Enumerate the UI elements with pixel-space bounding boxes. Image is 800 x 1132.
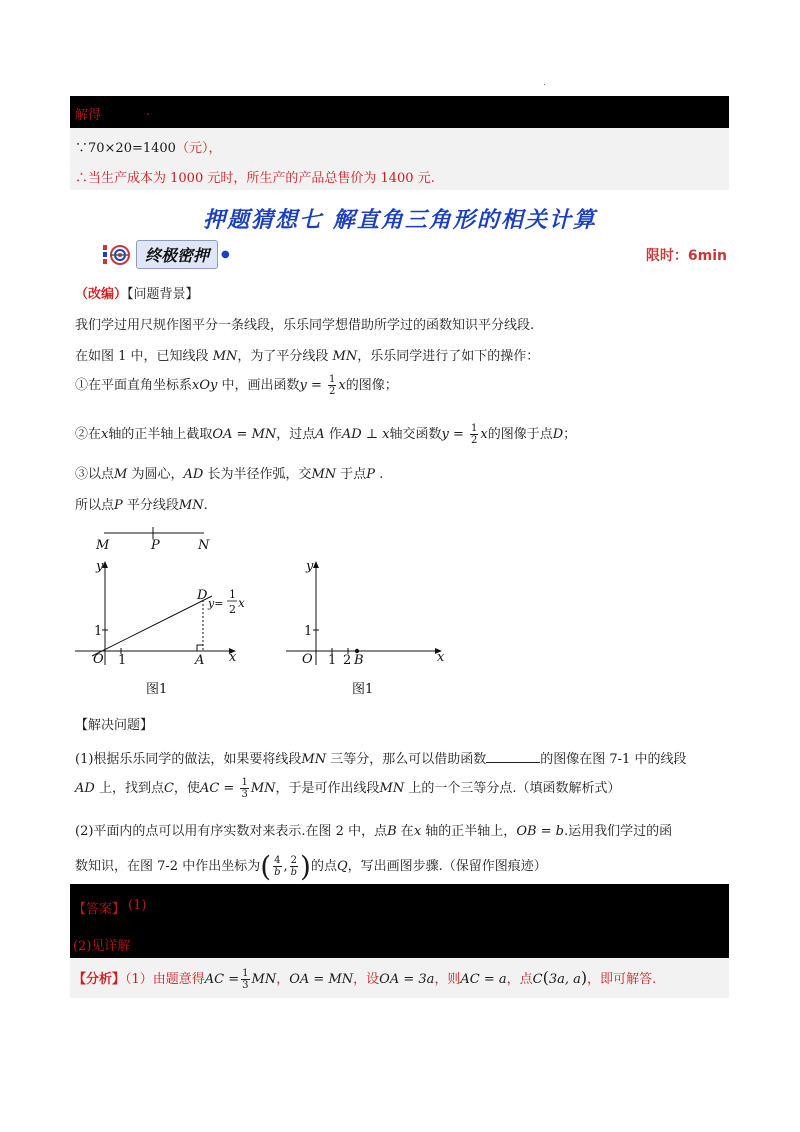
q2-d2: b — [290, 867, 298, 878]
solution-math: ∵70×20=1400 — [75, 141, 176, 156]
p3-P: P — [114, 498, 123, 513]
afrac-den: 3 — [242, 980, 249, 991]
fig1-label-A: A — [195, 653, 205, 668]
answer-label: 【答案】 — [73, 902, 126, 917]
header-dot: . — [543, 78, 546, 88]
s3-text-b: 为圆心， — [131, 467, 184, 482]
q2-x: x — [413, 824, 422, 839]
p3-text-a: 所以点 — [75, 498, 115, 513]
q1-text-e: ，使 — [173, 781, 200, 796]
s2-text-g: ； — [563, 427, 577, 442]
q2-OB: OB = b — [516, 824, 565, 839]
analysis-OA3: OA = 3a — [379, 972, 435, 987]
s1-text-b: 中，画出函数 — [221, 378, 300, 393]
label-N: N — [198, 538, 210, 553]
fig1-label-y: y — [96, 559, 104, 574]
p3-text-c: . — [203, 498, 208, 513]
q1-MN2: MN — [250, 781, 276, 796]
s2-D: D — [552, 427, 564, 442]
problem-step-1 — [75, 374, 398, 397]
frac-num: 1 — [329, 374, 336, 385]
analysis-line — [73, 968, 656, 991]
analysis-C: C — [532, 972, 543, 987]
frac-den: 2 — [329, 386, 336, 397]
q2-n2: 2 — [290, 855, 298, 866]
p2-text-b: ，为了平分线段 — [237, 349, 329, 364]
fraction-2-b — [290, 855, 298, 878]
problem-p3 — [75, 494, 208, 513]
s2-text-d: 作 — [328, 427, 342, 442]
q2-B: B — [387, 824, 397, 839]
s1-x: x — [338, 378, 346, 393]
s2-text-e: 轴交函数 — [389, 427, 442, 442]
fig1-label-1y: 1 — [94, 624, 103, 639]
badge-dot-icon: ● — [221, 249, 230, 260]
s2-text-a: ②在 — [75, 427, 102, 442]
q2-Q: Q — [336, 859, 348, 874]
analysis-Cc: 3a, a — [548, 972, 581, 987]
q2-text-b: 在 — [400, 824, 414, 839]
s1-y: y = — [299, 378, 322, 393]
analysis-text-a: （1）由题意得 — [125, 972, 205, 987]
fraction-half — [328, 374, 336, 397]
problem-tag-line — [75, 283, 199, 302]
fig1-label-O: O — [93, 652, 104, 667]
answer-2: (2)见详解 — [73, 939, 131, 954]
p2-text-c: ，乐乐同学进行了如下的操作： — [357, 349, 540, 364]
solution-block — [70, 128, 729, 190]
p3-text-b: 平分线段 — [126, 498, 179, 513]
s3-AD: AD — [183, 467, 204, 482]
q2-n1: 4 — [274, 855, 281, 866]
problem-step-3 — [75, 463, 383, 482]
frac3-num: 1 — [241, 777, 248, 788]
s1-text-a: ①在平面直角坐标系 — [75, 378, 193, 393]
solve-dot: . — [146, 104, 151, 119]
analysis-text-c: ，设 — [353, 972, 380, 987]
s1-text-c: 的图像； — [345, 378, 398, 393]
fig1-label-D: D — [197, 588, 208, 603]
p2-text-a: 在如图 1 中，已知线段 — [75, 349, 209, 364]
fraction-half-2 — [470, 423, 478, 446]
q2-d1: b — [274, 867, 281, 878]
questions-heading: 【解决问题】 — [75, 718, 154, 733]
fig2-label-B: B — [354, 653, 364, 668]
s2-text-c: ，过点 — [276, 427, 316, 442]
q2-text-c: 轴的正半轴上， — [425, 824, 517, 839]
fig1-curve-den: 2 — [229, 603, 236, 616]
q1-text-b: 三等分，那么可以借助函数 — [330, 752, 487, 767]
analysis-text-e: ，点 — [506, 972, 533, 987]
s2-text-b: 轴的正半轴上截取 — [108, 427, 213, 442]
fig2-label-y: y — [306, 559, 314, 574]
frac-num: 1 — [471, 423, 478, 434]
tag-background: 【问题背景】 — [127, 287, 199, 302]
solution-line-2: ∴当生产成本为 1000 元时，所生产的产品总售价为 1400 元. — [75, 171, 435, 186]
q1-AD: AD — [75, 781, 95, 796]
q1-MN: MN — [301, 752, 327, 767]
answer-bar-1 — [70, 884, 729, 926]
problem-p1: 我们学过用尺规作图平分一条线段，乐乐同学想借助所学过的函数知识平分线段. — [75, 318, 535, 333]
fig1-right-angle — [197, 645, 203, 651]
s2-x2: x — [480, 427, 488, 442]
solve-label: 解得 — [75, 108, 102, 123]
analysis-text-b: ， — [276, 972, 290, 987]
solution-line-1 — [75, 137, 221, 156]
paren-left: ( — [260, 850, 272, 883]
s3-text-d: 于点 — [340, 467, 367, 482]
analysis-paren-close: ) — [580, 968, 588, 987]
s2-text-f: 的图像于点 — [487, 427, 553, 442]
frac-den: 2 — [471, 435, 478, 446]
fraction-4-b — [273, 855, 281, 878]
s3-text-a: ③以点 — [75, 467, 115, 482]
badge-label: 终极密押 — [136, 240, 218, 269]
q1-AC: AC = — [199, 781, 235, 796]
answer-bar-top — [70, 96, 729, 128]
s3-MN: MN — [311, 467, 337, 482]
s3-M: M — [114, 467, 128, 482]
fig1-line-y-half-x — [92, 596, 212, 656]
answer-1: (1) — [128, 898, 147, 913]
fig1-curve-x: x — [238, 596, 245, 610]
s3-text-e: . — [379, 467, 384, 482]
analysis-AC: AC = — [204, 972, 240, 987]
question-1-line-2 — [75, 777, 621, 800]
q1-text-a: (1)根据乐乐同学的做法，如果要将线段 — [75, 752, 302, 767]
fig2-label-1x: 1 — [328, 653, 337, 668]
afrac-num: 1 — [242, 968, 249, 979]
question-1-line-1 — [75, 748, 686, 767]
q1-blank[interactable] — [486, 750, 540, 763]
fraction-third — [240, 777, 248, 800]
q1-text-f: ，于是可作出线段 — [275, 781, 380, 796]
analysis-paren-open: ( — [542, 968, 549, 987]
fig1-curve-y: y= — [208, 597, 224, 610]
fig2-label-1y: 1 — [304, 624, 313, 639]
tag-changed: （改编） — [75, 287, 128, 302]
analysis-text-f: ，即可解答. — [587, 972, 657, 987]
analysis-MN: MN — [251, 972, 277, 987]
q2-text-e: 数知识，在图 7-2 中作出坐标为 — [75, 859, 261, 874]
p3-MN: MN — [178, 498, 204, 513]
problem-p2 — [75, 345, 539, 364]
p2-mn-2: MN — [332, 349, 358, 364]
q2-text-f: 的点 — [310, 859, 337, 874]
fig2-label-O: O — [302, 652, 313, 667]
q1-MN3: MN — [379, 781, 405, 796]
q2-text-d: .运用我们学过的函 — [564, 824, 673, 839]
fig1-label-1x: 1 — [118, 653, 127, 668]
fig2-caption: 图1 — [352, 682, 374, 697]
fig1-curve-num: 1 — [229, 588, 236, 601]
analysis-text-d: ，则 — [434, 972, 461, 987]
analysis-ACa: AC = a — [460, 972, 507, 987]
q1-text-d: 上，找到点 — [98, 781, 164, 796]
analysis-fraction-third — [241, 968, 249, 991]
fig1-caption: 图1 — [146, 682, 168, 697]
s3-text-c: 长为半径作弧，交 — [207, 467, 312, 482]
solution-unit: （元）， — [175, 141, 222, 156]
s2-eq: OA = MN — [212, 427, 277, 442]
time-limit: 限时：6min — [645, 248, 727, 264]
analysis-block — [70, 958, 729, 998]
fig2-label-2x: 2 — [343, 653, 352, 668]
paren-right: ) — [300, 850, 311, 883]
answer-bar-2 — [70, 926, 729, 958]
s2-perp: AD ⊥ x — [341, 427, 390, 442]
figures-svg — [0, 515, 800, 705]
p2-mn: MN — [212, 349, 238, 364]
label-P: P — [151, 538, 160, 553]
q2-text-a: (2)平面内的点可以用有序实数对来表示.在图 2 中，点 — [75, 824, 388, 839]
s2-A: A — [315, 427, 325, 442]
q1-C: C — [163, 781, 174, 796]
s3-P: P — [366, 467, 376, 482]
s1-xoy: xOy — [192, 378, 218, 393]
question-2-line-1 — [75, 820, 672, 839]
s2-y: y = — [441, 427, 464, 442]
q1-text-g: 上的一个三等分点.（填函数解析式） — [408, 781, 621, 796]
s2-x: x — [101, 427, 109, 442]
section-title: 押题猜想七 解直角三角形的相关计算 — [203, 207, 597, 233]
question-2-line-2: 数知识，在图 7-2 中作出坐标为( $\frac{4}{b}$ , $\frac{2}{b}$)的点Q，写出画图步骤.（保留作图痕迹） — [75, 850, 547, 883]
frac3-den: 3 — [241, 789, 248, 800]
fig2-label-x: x — [437, 650, 445, 665]
problem-step-2 — [75, 423, 576, 446]
badge — [102, 240, 230, 269]
target-icon — [102, 242, 132, 268]
q2-text-g: ，写出画图步骤.（保留作图痕迹） — [347, 859, 547, 874]
analysis-OA: OA = MN — [289, 972, 354, 987]
q1-text-c: 的图像在图 7-1 中的线段 — [540, 752, 687, 767]
fig2-y-arrow — [313, 561, 319, 568]
fig1-label-x: x — [229, 650, 237, 665]
analysis-label: 【分析】 — [73, 972, 126, 987]
label-M: M — [96, 538, 110, 553]
